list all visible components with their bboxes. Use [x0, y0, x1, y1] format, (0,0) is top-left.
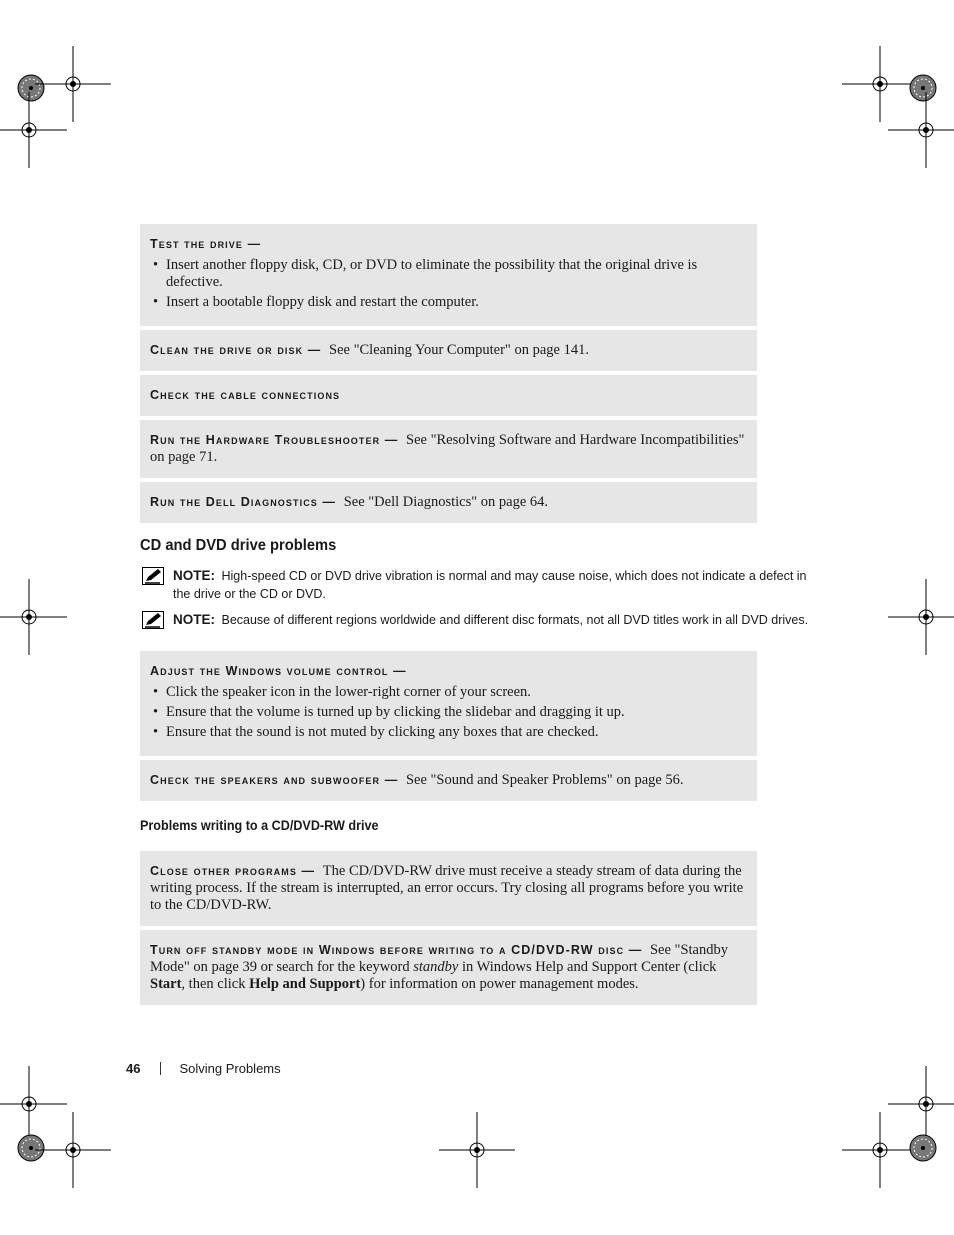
- subsection-title: Problems writing to a CD/DVD-RW drive: [140, 817, 379, 833]
- tip-text: See "Sound and Speaker Problems" on page 56.: [405, 772, 684, 788]
- tip-heading: Check the cable connections: [150, 388, 341, 402]
- tip-text: The CD/DVD-RW drive must receive a steady stream of data during the writing process. If the stream is interrupted, an error occurs. Try closing all programs before you write to the CD/DVD-RW.: [150, 863, 744, 913]
- tip-box-clean-drive: [140, 330, 757, 371]
- note-text: Because of different regions worldwide and different disc formats, not all DVD titles work in all DVD drives.: [221, 613, 809, 627]
- registration-cross-mark: [35, 1112, 111, 1188]
- text-run: , then click: [181, 976, 250, 992]
- registration-cross-mark: [439, 1112, 515, 1188]
- registration-cross-mark: [888, 579, 954, 655]
- list-item: • Insert a bootable floppy disk and restart the computer.: [150, 294, 745, 311]
- registration-cross-mark: [0, 92, 67, 168]
- footer-divider: [160, 1062, 161, 1075]
- page-content: [140, 224, 820, 1009]
- note-label: NOTE:: [173, 568, 215, 583]
- tip-heading: Clean the drive or disk —: [150, 343, 322, 357]
- start-term: Start: [150, 976, 182, 992]
- bullet-list: [150, 257, 745, 311]
- tip-heading: Close other programs —: [150, 864, 316, 878]
- note-label: NOTE:: [173, 612, 215, 627]
- registration-cross-mark: [0, 1066, 67, 1142]
- registration-star-mark: [18, 75, 44, 101]
- list-item: • Ensure that the volume is turned up by clicking the slidebar and dragging it up.: [150, 704, 745, 721]
- note-pencil-icon: [142, 611, 164, 634]
- tip-heading: Run the Dell Diagnostics —: [150, 495, 337, 509]
- section-title: CD and DVD drive problems: [140, 537, 337, 554]
- tip-box-test-drive: [140, 224, 757, 326]
- tip-text: See "Dell Diagnostics" on page 64.: [343, 494, 549, 510]
- registration-star-mark: [910, 1135, 936, 1161]
- tip-box-check-cables: [140, 375, 757, 416]
- tip-text: See "Cleaning Your Computer" on page 141.: [329, 342, 589, 358]
- tip-heading: Test the drive —: [150, 237, 262, 251]
- tip-heading: Adjust the Windows volume control —: [150, 664, 407, 678]
- registration-cross-mark: [888, 1066, 954, 1142]
- tip-heading: Run the Hardware Troubleshooter —: [150, 433, 399, 447]
- text-run: in Windows Help and Support Center (click: [458, 959, 717, 975]
- list-item: • Ensure that the sound is not muted by clicking any boxes that are checked.: [150, 724, 745, 741]
- tip-box-close-programs: [140, 851, 757, 926]
- registration-cross-mark: [842, 1112, 918, 1188]
- keyword: standby: [413, 959, 459, 975]
- tip-box-dell-diagnostics: [140, 482, 757, 523]
- registration-cross-mark: [0, 579, 67, 655]
- tip-heading: Turn off standby mode in Windows before writing to a CD/DVD-RW disc —: [150, 943, 643, 957]
- footer-section: Solving Problems: [179, 1061, 281, 1076]
- help-support-term: Help and Support: [249, 976, 361, 992]
- bullet-list: [150, 684, 745, 741]
- text-run: ) for information on power management modes.: [360, 976, 639, 992]
- text-run: See "Standby Mode" on page 39 or search for the keyword: [150, 942, 728, 975]
- tip-box-windows-volume: [140, 651, 757, 756]
- note: [140, 567, 820, 603]
- registration-cross-mark: [888, 92, 954, 168]
- page-footer: [126, 1061, 281, 1076]
- registration-cross-mark: [842, 46, 918, 122]
- registration-cross-mark: [35, 46, 111, 122]
- registration-star-mark: [910, 75, 936, 101]
- list-item: • Click the speaker icon in the lower-right corner of your screen.: [150, 684, 745, 701]
- tip-box-hardware-troubleshooter: [140, 420, 757, 478]
- tip-heading: Check the speakers and subwoofer —: [150, 773, 399, 787]
- note: [140, 611, 820, 629]
- tip-box-standby-mode: [140, 930, 757, 1005]
- registration-star-mark: [18, 1135, 44, 1161]
- tip-box-speakers: [140, 760, 757, 801]
- note-pencil-icon: [142, 567, 164, 590]
- page-number: 46: [126, 1061, 141, 1076]
- list-item: • Insert another floppy disk, CD, or DVD to eliminate the possibility that the original drive is defective.: [150, 257, 745, 291]
- note-text: High-speed CD or DVD drive vibration is normal and may cause noise, which does not indicate a defect in the drive or the CD or DVD.: [173, 569, 807, 601]
- tip-text: See "Resolving Software and Hardware Incompatibilities" on page 71.: [150, 432, 745, 465]
